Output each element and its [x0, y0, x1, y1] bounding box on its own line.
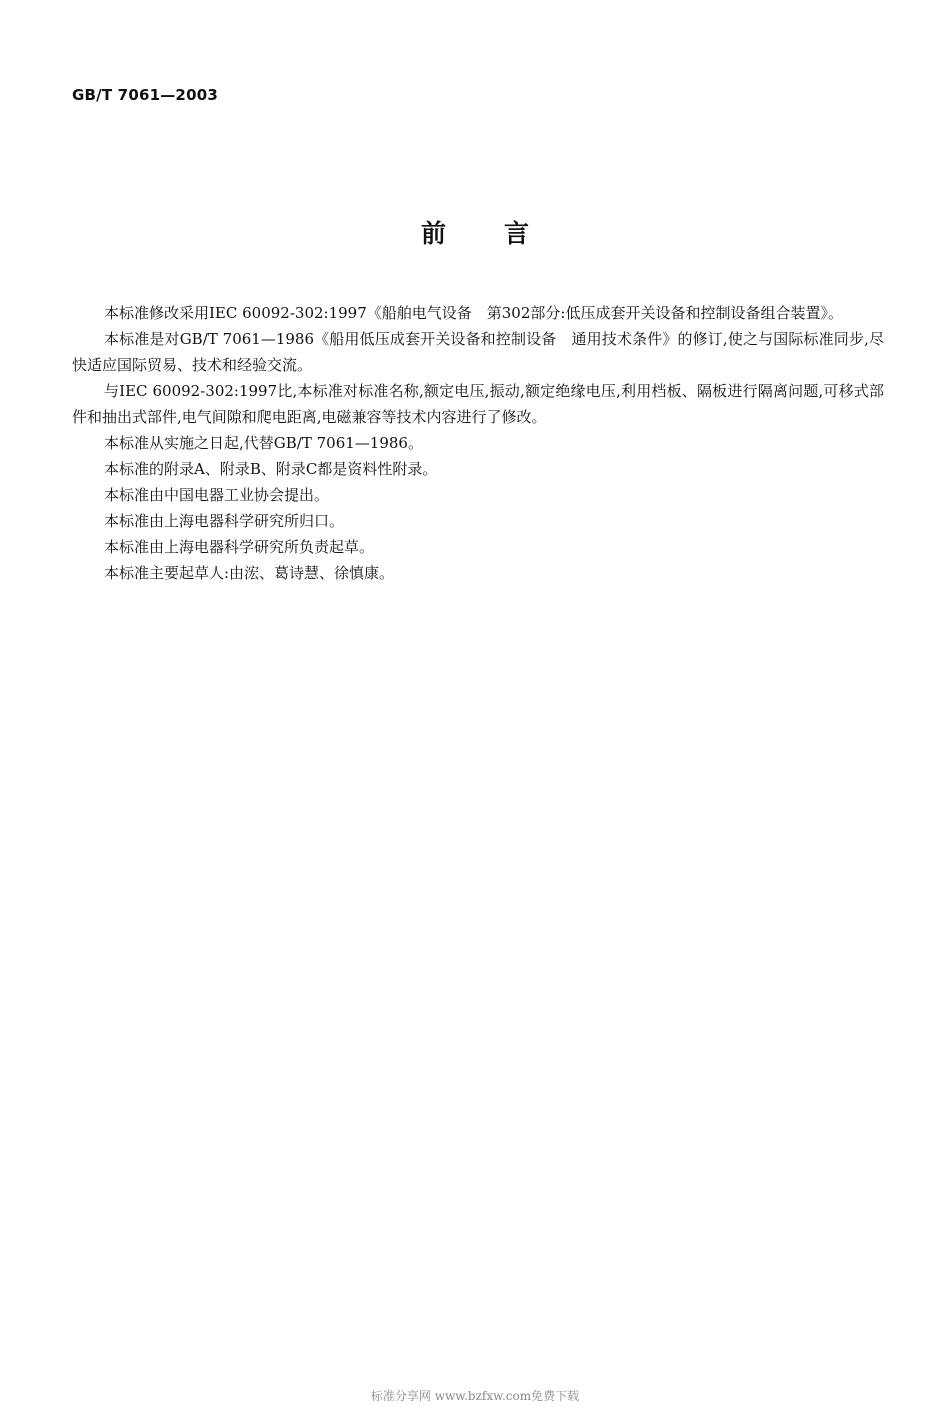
paragraph-differences: 与IEC 60092-302:1997比,本标准对标准名称,额定电压,振动,额定绝缘电压,利用档板、隔板进行隔离问题,可移式部件和抽出式部件,电气间隙和爬电距离,电磁兼容等技术内容进行了修改。: [72, 382, 884, 426]
paragraph-adoption: 本标准修改采用IEC 60092-302:1997《船舶电气设备 第302部分:低压成套开关设备和控制设备组合装置》。: [104, 304, 843, 322]
paragraph-replacement: 本标准从实施之日起,代替GB/T 7061—1986。: [104, 434, 423, 452]
page-title-char-2: 言: [504, 219, 530, 248]
foreword-body: [72, 300, 884, 586]
page-title: [0, 214, 950, 248]
paragraph-proposer: 本标准由中国电器工业协会提出。: [104, 486, 330, 504]
footer-watermark: 标准分享网 www.bzfxw.com免费下载: [370, 1389, 580, 1403]
paragraph-annexes: 本标准的附录A、附录B、附录C都是资料性附录。: [104, 460, 438, 478]
paragraph-centralized: 本标准由上海电器科学研究所归口。: [104, 512, 345, 530]
standard-code: GB/T 7061—2003: [72, 86, 218, 104]
paragraph-drafters: 本标准主要起草人:由浤、葛诗慧、徐慎康。: [104, 564, 395, 582]
paragraph-revision: 本标准是对GB/T 7061—1986《船用低压成套开关设备和控制设备 通用技术条件》的修订,使之与国际标准同步,尽快适应国际贸易、技术和经验交流。: [72, 330, 884, 374]
page-title-char-1: 前: [421, 219, 447, 248]
paragraph-drafter-org: 本标准由上海电器科学研究所负责起草。: [104, 538, 375, 556]
